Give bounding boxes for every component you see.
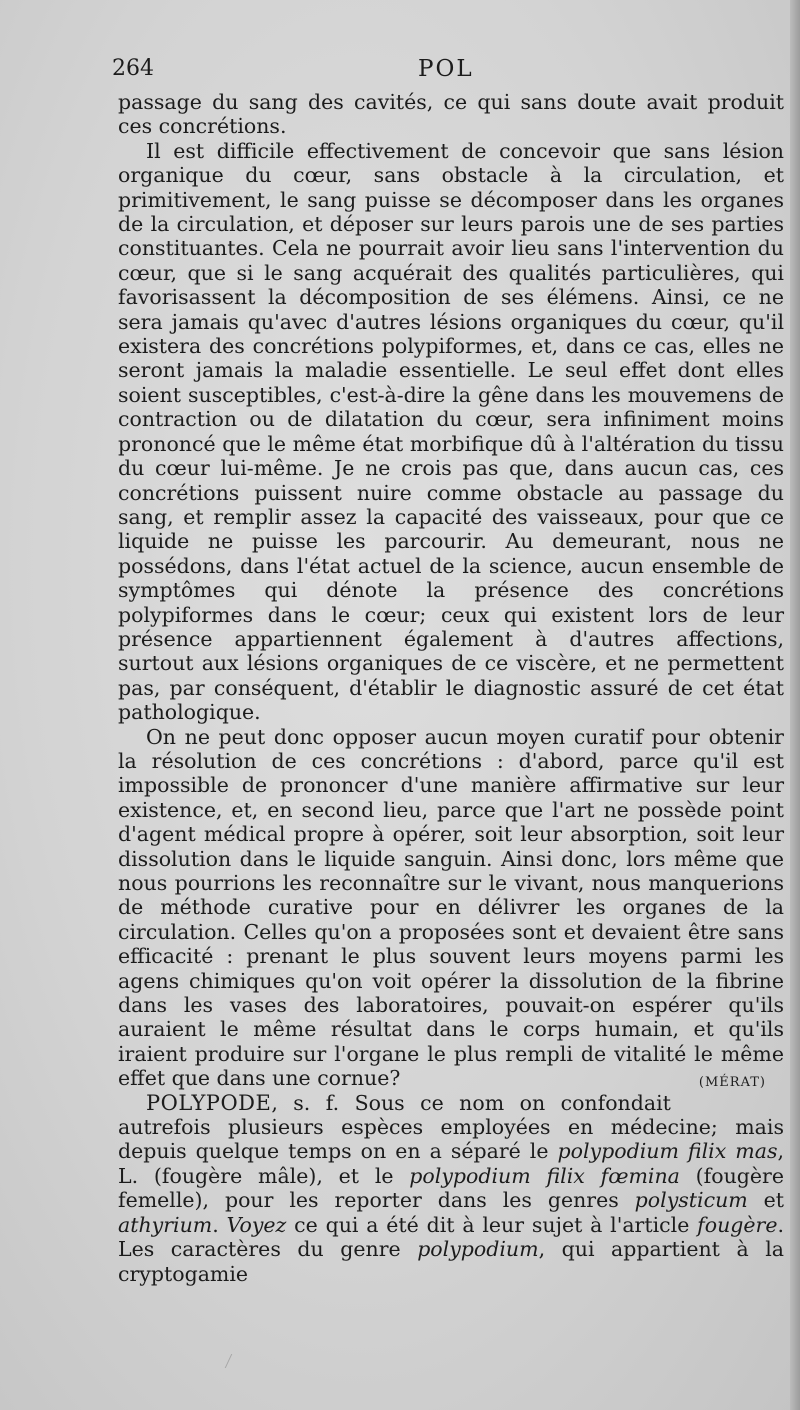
entry-italic-term: polypodium filix mas [557,1139,778,1164]
entry-text-run: et [747,1188,785,1213]
entry-polypode [118,1091,784,1286]
entry-text-run: (fougère femelle), pour les reporter dans les genres [118,1163,784,1213]
entry-italic-term: fougère [697,1212,778,1237]
entry-text-run: , L. (fougère mâle), et le [118,1139,784,1188]
body-text [118,90,784,1286]
entry-text-run: , qui appartient à la cryptogamie [118,1237,784,1286]
page-number: 264 [112,56,154,81]
entry-gender: , s. f. [271,1090,340,1115]
entry-italic-term: polypodium filix fœmina [409,1163,680,1188]
entry-italic-term: athyrium [118,1212,213,1237]
running-head: POL [418,56,474,82]
page-header [112,56,788,88]
paragraph-treatment [118,725,784,1091]
entry-text-run: . Les caractères du genre [118,1212,784,1262]
entry-text-run: Sous ce nom on confondait autrefois plusieurs espèces employées en médecine; mais depuis quelque temps on en a séparé le [118,1090,784,1164]
entry-italic-term: polysticum [634,1188,748,1213]
entry-italic-term: Voyez [226,1212,287,1237]
entry-text-run: ce qui a été dit à leur sujet à l'article [286,1212,698,1237]
author-signature: (MÉRAT) [698,1075,766,1091]
margin-mark [225,1354,251,1368]
page-edge [790,0,800,1410]
entry-italic-term: polypodium [417,1237,539,1262]
entry-text-run: . [212,1212,227,1237]
paragraph-treatment-text: On ne peut donc opposer aucun moyen curatif pour obtenir la résolution de ces concrétions : d'abord, parce qu'il est impossible de prononcer d'une manière affirmative sur leur existence, et, en second lieu, parce que l'art ne possède point d'agent médical propre à opérer, soit leur absorption, soit leur dissolution dans le liquide sanguin. Ainsi donc, lors même que nous pourrions les reconnaître sur le vivant, nous manquerions de méthode curative pour en délivrer les organes de la circulation. Celles qu'on a proposées sont et devaient être sans efficacité : prenant le plus souvent leurs moyens parmi les agens chimiques qu'on voit opérer la dissolution de la fibrine dans les vases des laboratoires, pouvait-on espérer qu'ils auraient le même résultat dans le corps humain, et qu'ils iraient produire sur l'organe le plus rempli de vitalité le même effet que dans une cornue? [118,724,784,1091]
paragraph-lesion: Il est difficile effectivement de concevoir que sans lésion organique du cœur, sans obstacle à la circulation, et primitivement, le sang puisse se décomposer dans les organes de la circulation, et déposer sur leurs parois une de ses parties constituantes. Cela ne pourrait avoir lieu sans l'intervention du cœur, que si le sang acquérait des qualités particulières, qui favorisassent la décomposition de ses élémens. Ainsi, ce ne sera jamais qu'avec d'autres lésions organiques du cœur, qu'il existera des concrétions polypiformes, et, dans ce cas, elles ne seront jamais la maladie essentielle. Le seul effet dont elles soient susceptibles, c'est-à-dire la gêne dans les mouvemens de contraction ou de dilatation du cœur, sera infiniment moins prononcé que le même état morbifique dû à l'altération du tissu du cœur lui-même. Je ne crois pas que, dans aucun cas, ces concrétions puissent nuire comme obstacle au passage du sang, et remplir assez la capacité des vaisseaux, pour que ce liquide ne puisse les parcourir. Au demeurant, nous ne possédons, dans l'état actuel de la science, aucun ensemble de symptômes qui dénote la présence des concrétions polypiformes dans le cœur; ceux qui existent lors de leur présence appartiennent également à d'autres affections, surtout aux lésions organiques de ce viscère, et ne permettent pas, par conséquent, d'établir le diagnostic assuré de cet état pathologique. [118,138,784,725]
entry-definition [118,1091,784,1286]
entry-headword: POLYPODE [146,1090,272,1115]
paragraph-continuation: passage du sang des cavités, ce qui sans doute avait produit ces concrétions. [118,90,784,139]
